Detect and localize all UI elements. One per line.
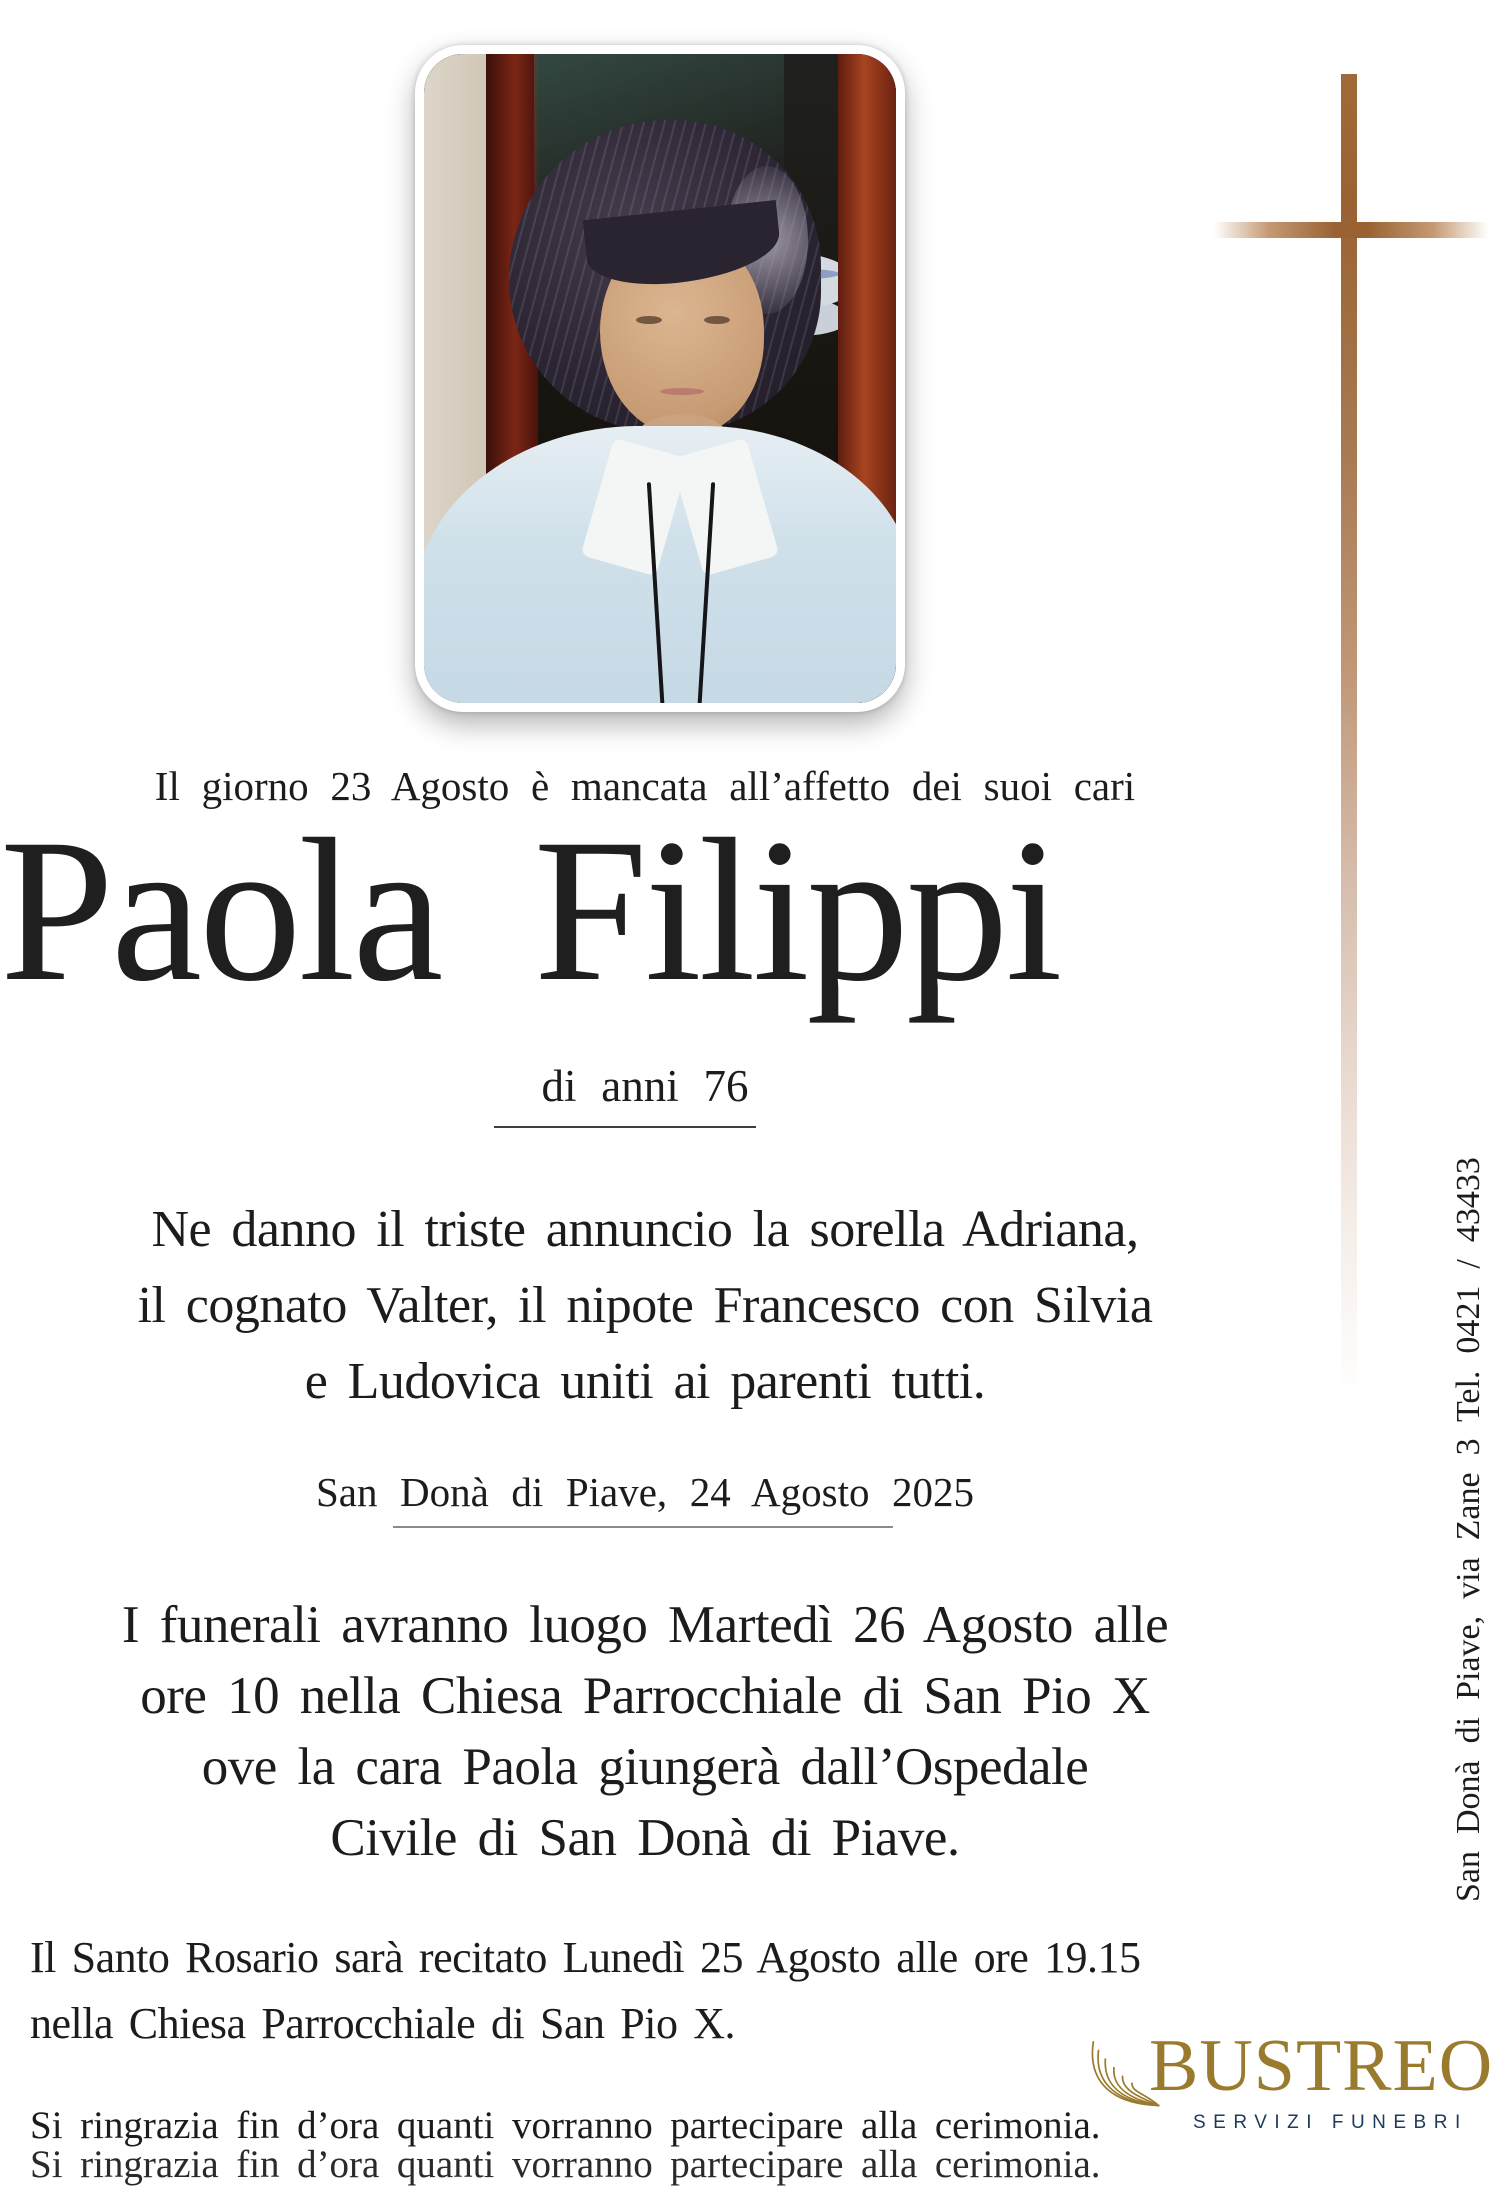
age-underline-divider [494, 1126, 756, 1128]
family-line: Ne danno il triste annuncio la sorella Adriana, [151, 1201, 1139, 1258]
cross-icon-horizontal-bar [1214, 222, 1488, 238]
funeral-line: I funerali avranno luogo Martedì 26 Agosto alle [121, 1596, 1169, 1654]
age-line: di anni 76 [541, 1061, 749, 1111]
funeral-announcement [25, 1590, 1265, 1874]
funeral-line: ove la cara Paola giungerà dall’Ospedale [201, 1738, 1089, 1796]
logo-tagline: SERVIZI FUNEBRI [1193, 2112, 1468, 2133]
photo-eye [704, 316, 730, 324]
place-date-line: San Donà di Piave, 24 Agosto 2025 [315, 1469, 975, 1515]
bustreo-logo [1083, 2025, 1494, 2142]
contact-vertical-text: San Donà di Piave, via Zane 3 Tel. 0421 / 43433 [1450, 1157, 1487, 1902]
funeral-line: Civile di San Donà di Piave. [330, 1809, 960, 1867]
rosary-line: nella Chiesa Parrocchiale di San Pio X. [30, 1999, 736, 2048]
photo-mouth [660, 388, 704, 395]
portrait-photo [415, 45, 905, 712]
logo-name: BUSTREO [1149, 2025, 1494, 2107]
cross-icon-vertical-bar [1341, 74, 1357, 1400]
family-announcement [25, 1192, 1265, 1420]
photo-eye [636, 316, 662, 324]
funeral-line: ore 10 nella Chiesa Parrocchiale di San Pio X [140, 1667, 1150, 1725]
rosary-line: Il Santo Rosario sarà recitato Lunedì 25 Agosto alle ore 19.15 [30, 1933, 1141, 1982]
family-line: e Ludovica uniti ai parenti tutti. [304, 1353, 986, 1410]
clipped-bottom-line: Si ringrazia fin d’ora quanti vorranno partecipare alla cerimonia. [30, 2143, 1101, 2186]
deceased-name: Paola Filippi [0, 797, 1060, 1024]
intro-line: Il giorno 23 Agosto è mancata all’affetto dei suoi cari [154, 763, 1136, 809]
family-line: il cognato Valter, il nipote Francesco con Silvia [137, 1277, 1153, 1334]
thanks-line: Si ringrazia fin d’ora quanti vorranno partecipare alla cerimonia. [30, 2104, 1101, 2147]
date-underline-divider [393, 1526, 893, 1528]
